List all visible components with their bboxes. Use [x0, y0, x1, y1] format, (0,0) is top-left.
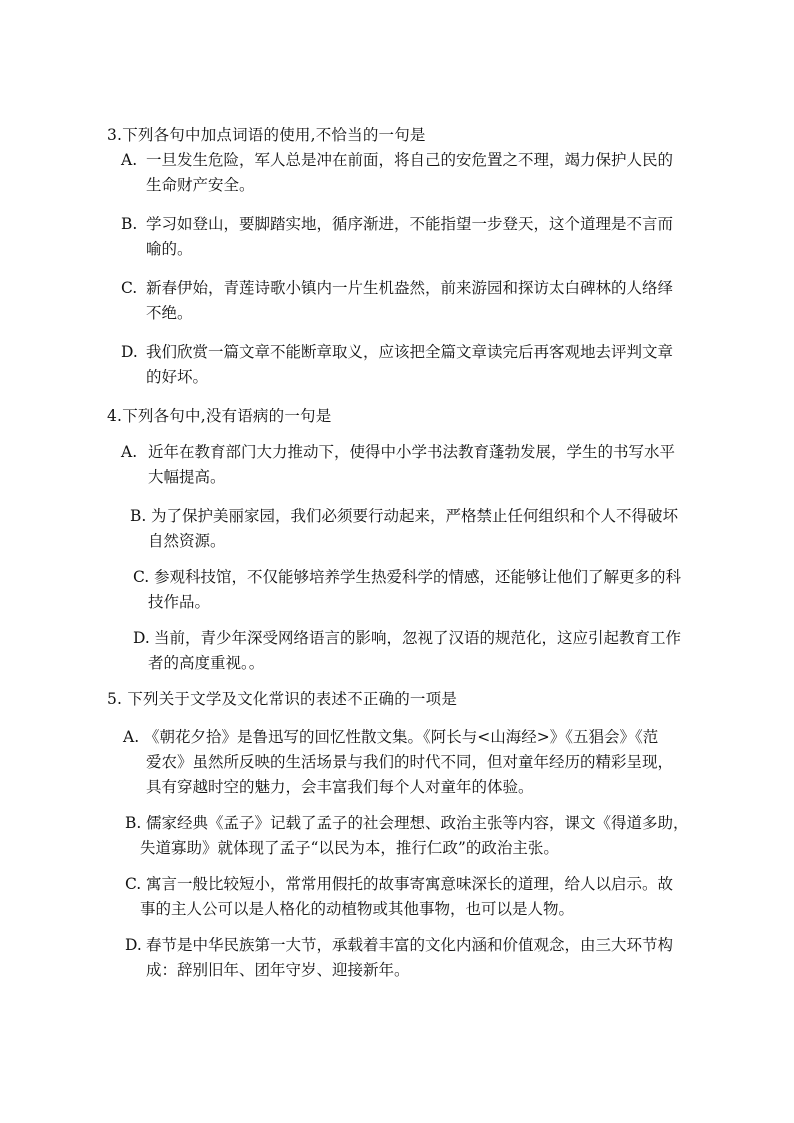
q5-option-a-label: A.	[123, 728, 140, 746]
q5-option-b-label: B.	[125, 814, 142, 832]
q5-option-d-label: D.	[125, 936, 142, 954]
q3-option-a-line1: 一旦发生危险，军人总是冲在前面，将自己的安危置之不理，竭力保护人民的	[146, 151, 674, 169]
q4-option-d-label: D.	[133, 629, 150, 647]
q4-option-b-label: B.	[130, 507, 147, 525]
q5-option-a-line2: 爱农》虽然所反映的生活场景与我们的时代不同，但对童年经历的精彩呈现，	[146, 753, 674, 771]
q5-option-c-line1: 寓言一般比较短小，常常用假托的故事寄寓意味深长的道理，给人以启示。故	[146, 875, 674, 893]
q4-option-d-line1: 当前，青少年深受网络语言的影响，忽视了汉语的规范化，这应引起教育工作	[154, 629, 682, 647]
q5-option-d-line2: 成：辞别旧年、团年守岁、迎接新年。	[146, 961, 410, 979]
q5-option-a-line3: 具有穿越时空的魅力，会丰富我们每个人对童年的体验。	[146, 778, 534, 796]
q4-option-b-line1: 为了保护美丽家园，我们必须要行动起来，严格禁止任何组织和个人不得破坏	[151, 507, 679, 525]
q5-option-c-line2: 事的主人公可以是人格化的动植物或其他事物，也可以是人物。	[140, 900, 575, 918]
q3-option-c-line2: 不绝。	[146, 304, 193, 322]
q3-option-d-label: D.	[121, 343, 138, 361]
q3-option-a-label: A.	[121, 151, 138, 169]
q4-option-c-line2: 技作品。	[148, 593, 211, 611]
q3-option-b-line2: 喻的。	[146, 240, 193, 258]
q4-option-a-line1: 近年在教育部门大力推动下，使得中小学书法教育蓬勃发展，学生的书写水平	[148, 443, 676, 461]
q5-option-d-line1: 春节是中华民族第一大节，承载着丰富的文化内涵和价值观念，由三大环节构	[146, 936, 674, 954]
q3-option-c-line1: 新春伊始，青莲诗歌小镇内一片生机盎然，前来游园和探访太白碑林的人络绎	[146, 279, 674, 297]
question-5-stem: 5. 下列关于文学及文化常识的表述不正确的一项是	[107, 690, 458, 708]
q4-option-c-label: C.	[133, 568, 150, 586]
q4-option-a-line2: 大幅提高。	[148, 468, 226, 486]
q3-option-d-line2: 的好坏。	[146, 368, 209, 386]
q3-option-b-label: B.	[121, 215, 138, 233]
q4-option-c-line1: 参观科技馆，不仅能够培养学生热爱科学的情感，还能够让他们了解更多的科	[154, 568, 682, 586]
q5-option-b-line1: 儒家经典《孟子》记载了孟子的社会理想、政治主张等内容，课文《得道多助，	[146, 814, 689, 832]
q5-option-b-line2: 失道寡助》就体现了孟子“以民为本，推行仁政”的政治主张。	[140, 839, 559, 857]
q4-option-a-label: A.	[121, 443, 138, 461]
q3-option-b-line1: 学习如登山，要脚踏实地，循序渐进，不能指望一步登天，这个道理是不言而	[146, 215, 674, 233]
q4-option-b-line2: 自然资源。	[148, 532, 226, 550]
question-3-stem: 3.下列各句中加点词语的使用,不恰当的一句是	[107, 126, 426, 144]
q5-option-a-line1: 《朝花夕拾》是鲁迅写的回忆性散文集。《阿长与<山海经>》《五猖会》《范	[144, 728, 659, 746]
question-4-stem: 4.下列各句中,没有语病的一句是	[107, 407, 332, 425]
q3-option-d-line1: 我们欣赏一篇文章不能断章取义，应该把全篇文章读完后再客观地去评判文章	[146, 343, 674, 361]
q3-option-c-label: C.	[121, 279, 138, 297]
q3-option-a-line2: 生命财产安全。	[146, 176, 255, 194]
q5-option-c-label: C.	[125, 875, 142, 893]
q4-option-d-line2: 者的高度重视。。	[148, 654, 265, 672]
